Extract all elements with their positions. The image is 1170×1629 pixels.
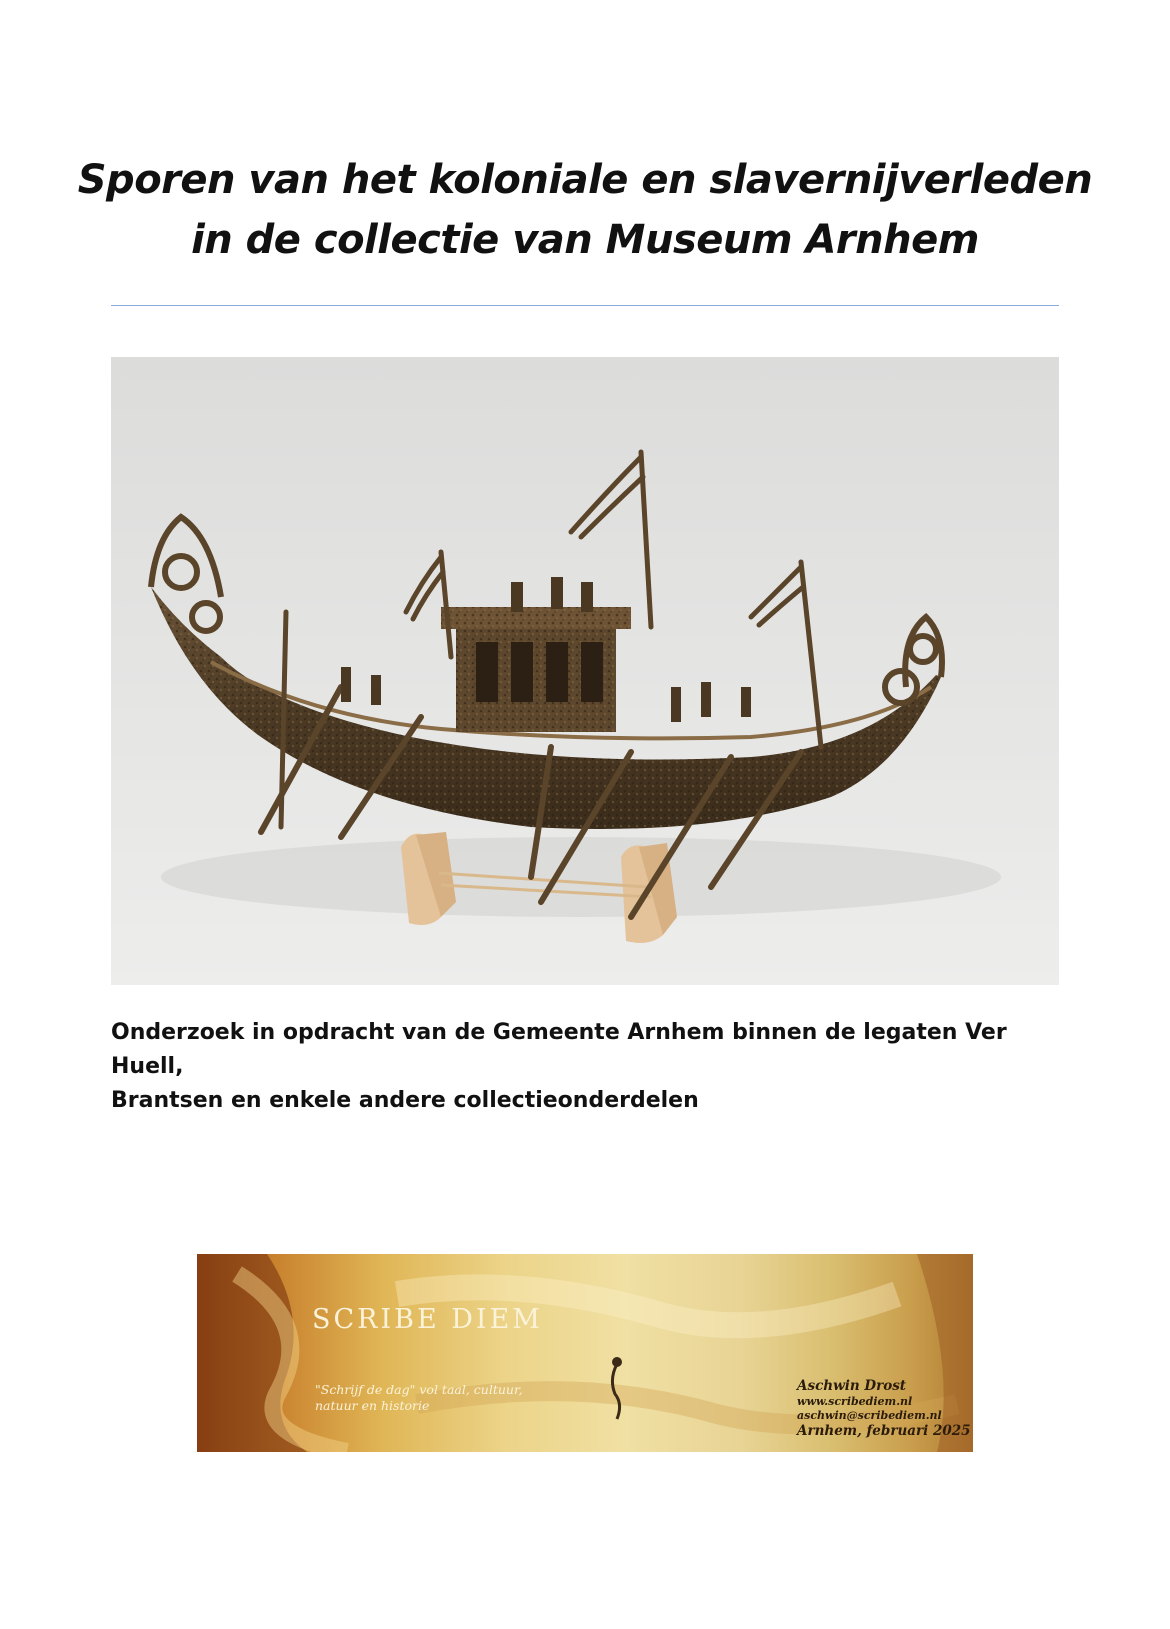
subtitle-line-1: Onderzoek in opdracht van de Gemeente Arnhem binnen de legaten Ver Huell, [111,1020,1007,1079]
title-line-1: Sporen van het koloniale en slavernijverleden [77,157,1093,203]
banner-motto [315,1382,523,1414]
email-link[interactable]: aschwin@scribediem.nl [797,1409,942,1422]
document-subtitle [111,1016,1071,1118]
motto-line-1: "Schrijf de dag" vol taal, cultuur, [315,1382,523,1397]
cover-photo-boat-model [111,357,1059,985]
banner-contact [797,1378,971,1440]
title-line-2: in de collectie van Museum Arnhem [191,217,979,263]
document-title [60,150,1110,270]
subtitle-line-2: Brantsen en enkele andere collectieonderdelen [111,1088,699,1113]
website-link[interactable]: www.scribediem.nl [797,1395,913,1408]
banner-brand: SCRIBE DIEM [312,1304,543,1335]
title-divider [111,305,1059,306]
scribe-diem-banner [197,1254,973,1452]
author-name: Aschwin Drost [797,1378,907,1394]
boat-cabin [441,607,631,732]
place-date: Arnhem, februari 2025 [797,1423,971,1439]
motto-line-2: natuur en historie [315,1398,430,1413]
